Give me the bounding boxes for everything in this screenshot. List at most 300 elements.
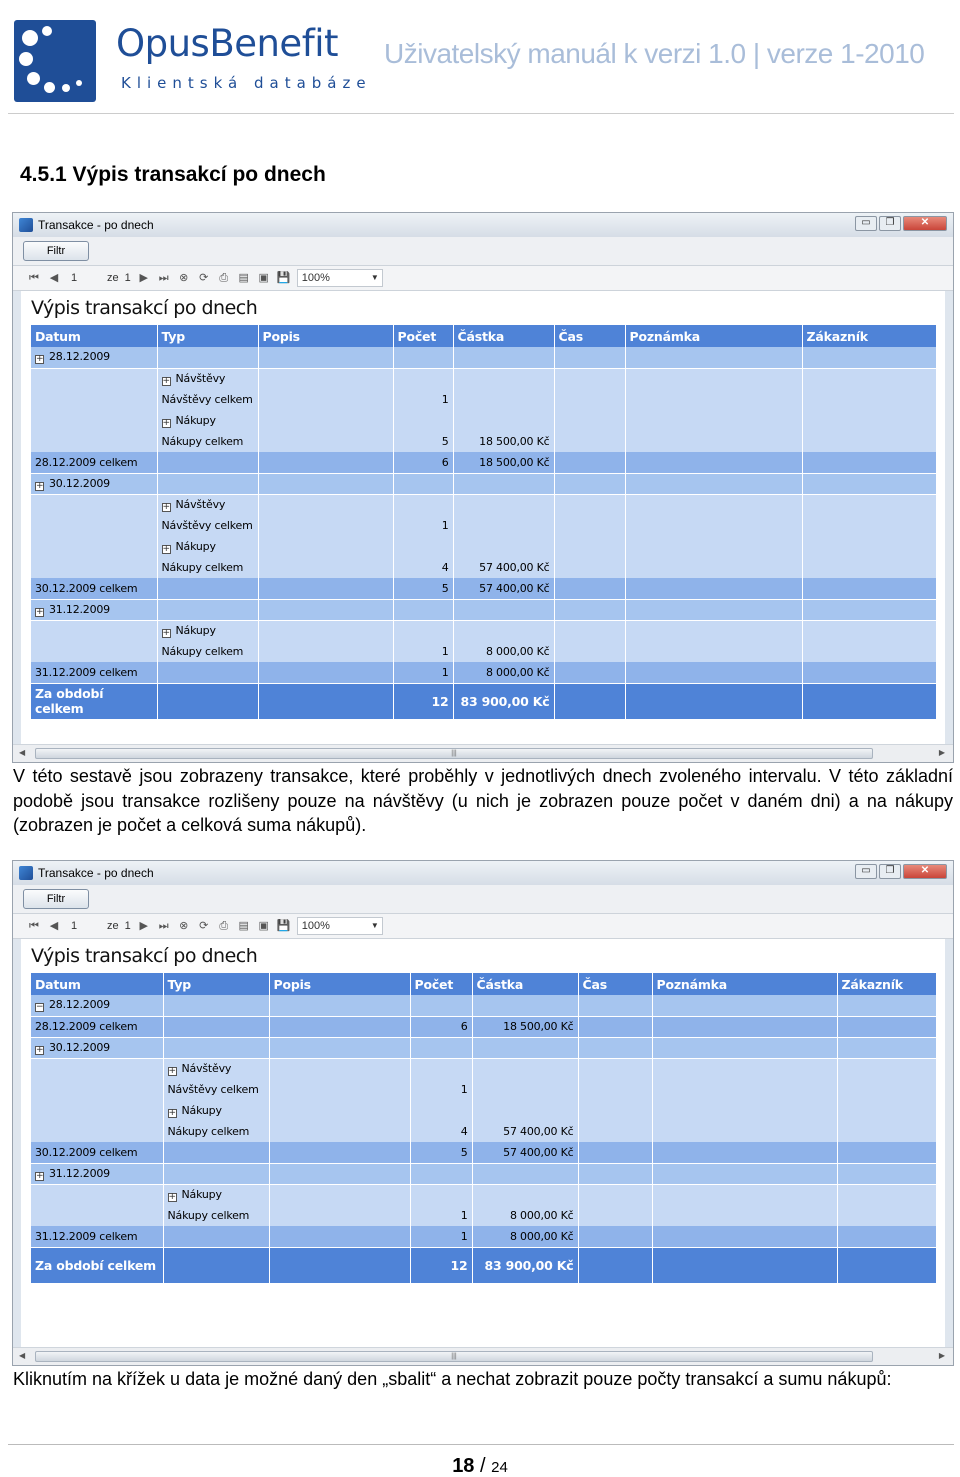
expand-icon[interactable]: + [162,375,170,386]
scroll-left-icon[interactable]: ◀ [19,1351,26,1360]
type-label: Návštěvy celkem [161,519,253,532]
day-total-label: 28.12.2009 celkem [35,1020,138,1033]
table-cell [269,1079,410,1100]
page-count: 1 [124,920,131,932]
table-cell [269,1058,410,1079]
table-row [31,347,937,368]
table-cell [163,1058,269,1079]
table-cell [269,995,410,1016]
table-cell [31,515,157,536]
table-cell [652,995,837,1016]
table-cell [802,410,937,431]
horizontal-scrollbar[interactable] [13,1347,953,1365]
table-cell [837,1184,937,1205]
table-cell [578,1247,652,1283]
table-cell [410,1247,472,1283]
table-cell [652,1058,837,1079]
count-value: 5 [460,1145,468,1159]
table-cell [453,494,554,515]
of-label: ze [107,272,119,284]
zoom-select[interactable]: 100% ▼ [297,917,383,935]
table-row [31,536,937,557]
table-cell [163,1163,269,1184]
column-header[interactable]: Popis [269,973,410,995]
table-row [31,557,937,578]
table-cell [393,494,453,515]
table-cell [258,473,393,494]
table-cell [625,368,802,389]
collapse-icon[interactable]: − [36,1002,44,1013]
table-cell [31,683,157,719]
table-cell [157,641,258,662]
table-cell [652,1037,837,1058]
table-cell [652,1247,837,1283]
column-header[interactable]: Čas [578,973,652,995]
amount-value: 83 900,00 Kč [484,1257,574,1273]
table-cell [410,1079,472,1100]
table-cell [837,1100,937,1121]
table-cell [652,1184,837,1205]
report-title: Výpis transakcí po dnech [31,945,258,967]
table-row [31,599,937,620]
amount-value: 8 000,00 Kč [509,1229,574,1243]
date-label: 31.12.2009 [49,602,110,616]
report-window-expanded [12,212,954,763]
table-cell [453,515,554,536]
table-cell [802,557,937,578]
table-cell [578,1205,652,1226]
table-cell [258,494,393,515]
table-cell [837,1205,937,1226]
filter-button[interactable]: Filtr [23,241,89,261]
export-icon[interactable]: 💾 [276,272,291,284]
table-cell [410,1037,472,1058]
table-cell [652,1163,837,1184]
table-cell [837,1079,937,1100]
amount-value: 8 000,00 Kč [509,1209,574,1222]
table-row [31,473,937,494]
table-cell [393,641,453,662]
table-cell [157,410,258,431]
table-cell [652,1016,837,1037]
table-cell [258,410,393,431]
expand-icon[interactable]: + [168,1065,176,1076]
table-cell [31,347,157,368]
table-cell [157,473,258,494]
next-page-icon[interactable]: ▶ [139,272,148,284]
table-row [31,1142,937,1163]
table-row [31,410,937,431]
table-cell [31,599,157,620]
column-header[interactable]: Poznámka [625,325,802,347]
table-cell [578,1079,652,1100]
type-label: Nákupy celkem [161,645,244,658]
table-cell [578,995,652,1016]
table-cell [625,410,802,431]
table-cell [157,620,258,641]
table-cell [625,578,802,599]
type-label: Návštěvy celkem [167,1083,259,1096]
table-row [31,662,937,683]
maximize-button[interactable]: ❐ [879,864,901,879]
table-cell [625,557,802,578]
print-layout-icon[interactable]: ▤ [238,272,249,284]
zoom-select[interactable]: 100% ▼ [297,269,383,287]
count-value: 1 [460,1209,468,1222]
table-row [31,620,937,641]
window-title: Transakce - po dnech [38,218,154,232]
table-cell [453,431,554,452]
table-cell [453,389,554,410]
count-value: 4 [441,561,449,574]
expand-icon[interactable]: + [36,480,44,491]
count-value: 1 [460,1083,468,1096]
table-cell [625,347,802,368]
table-cell [258,536,393,557]
table-cell [410,1142,472,1163]
date-label: 30.12.2009 [49,1040,110,1054]
table-cell [472,1037,578,1058]
table-row [31,1205,937,1226]
table-cell [802,620,937,641]
date-label: 28.12.2009 [49,998,110,1012]
column-header[interactable]: Typ [163,973,269,995]
table-cell [163,1121,269,1142]
table-cell [453,620,554,641]
table-cell [554,494,625,515]
scroll-thumb[interactable]: ||| [35,1351,873,1362]
column-header[interactable]: Poznámka [652,973,837,995]
minimize-button[interactable]: ▭ [855,216,877,231]
table-cell [258,389,393,410]
table-row [31,1226,937,1247]
table-cell [31,1163,163,1184]
table-cell [393,410,453,431]
table-cell [258,431,393,452]
minimize-button[interactable]: ▭ [855,864,877,879]
column-header[interactable]: Počet [410,973,472,995]
filter-button[interactable]: Filtr [23,889,89,909]
next-page-icon[interactable]: ▶ [139,920,148,932]
section-title: 4.5.1 Výpis transakcí po dnech [20,163,326,186]
table-cell [31,389,157,410]
table-cell [453,347,554,368]
table-cell [258,452,393,473]
table-cell [393,536,453,557]
table-cell [31,1121,163,1142]
table-cell [652,1142,837,1163]
type-label: Nákupy [175,623,216,637]
type-label: Nákupy [175,539,216,553]
table-cell [157,662,258,683]
table-cell [31,494,157,515]
last-page-icon[interactable]: ⏭ [158,272,169,284]
column-header[interactable]: Čas [554,325,625,347]
count-value: 1 [441,645,449,658]
table-cell [410,1016,472,1037]
table-cell [802,683,937,719]
amount-value: 18 500,00 Kč [479,435,550,448]
table-cell [31,1247,163,1283]
table-cell [837,1247,937,1283]
table-cell [625,515,802,536]
report-window-collapsed [12,860,954,1366]
expand-icon[interactable]: + [162,627,170,638]
table-cell [410,1058,472,1079]
table-cell [163,1226,269,1247]
table-cell [258,368,393,389]
table-row [31,389,937,410]
table-cell [393,368,453,389]
table-cell [554,389,625,410]
report-table [31,325,937,719]
print-icon[interactable]: ⎙ [219,920,229,932]
table-cell [157,452,258,473]
paragraph-description: V této sestavě jsou zobrazeny transakce, které proběhly v jednotlivých dnech zvoleného intervalu. V této základní podobě jsou transakce rozlišeny pouze na návštěvy (u nich je zobrazen pouze počet v daném dni) a na nákupy (zobrazen je počet a celková suma nákupů). [13,766,953,835]
grand-total-label: Za období celkem [35,1257,156,1273]
table-cell [31,410,157,431]
stop-icon[interactable]: ⊗ [179,920,189,932]
table-cell [802,452,937,473]
prev-page-icon[interactable]: ◀ [49,920,59,932]
scroll-right-icon[interactable]: ▶ [938,748,945,757]
column-header[interactable]: Popis [258,325,393,347]
table-cell [163,1247,269,1283]
first-page-icon[interactable]: ⏮ [29,272,39,284]
table-cell [269,1184,410,1205]
expand-icon[interactable]: + [162,543,170,554]
amount-value: 8 000,00 Kč [485,665,550,679]
page-header [0,0,960,116]
window-titlebar [13,213,953,237]
column-header[interactable]: Částka [453,325,554,347]
type-label: Nákupy celkem [161,435,244,448]
grand-total-label: Za období celkem [35,686,104,717]
count-value: 1 [441,665,449,679]
table-cell [393,389,453,410]
table-cell [472,1121,578,1142]
table-cell [453,557,554,578]
table-cell [393,620,453,641]
count-value: 1 [441,519,449,532]
prev-page-icon[interactable]: ◀ [49,272,59,284]
type-label: Nákupy [175,413,216,427]
close-button[interactable]: ✕ [903,216,947,231]
table-cell [625,431,802,452]
app-icon [19,218,33,232]
first-page-icon[interactable]: ⏮ [29,920,39,932]
table-cell [258,683,393,719]
amount-value: 8 000,00 Kč [485,645,550,658]
table-cell [31,1058,163,1079]
table-cell [410,1226,472,1247]
table-cell [410,1121,472,1142]
table-cell [652,1100,837,1121]
count-value: 12 [431,693,449,709]
table-cell [163,1142,269,1163]
column-header[interactable]: Částka [472,973,578,995]
expand-icon[interactable]: + [168,1107,176,1118]
table-cell [31,995,163,1016]
type-label: Návštěvy [175,371,226,385]
count-value: 12 [450,1257,468,1273]
table-cell [31,557,157,578]
report-toolbar [13,265,953,291]
table-cell [31,641,157,662]
table-cell [554,473,625,494]
table-cell [472,1079,578,1100]
table-cell [410,1205,472,1226]
stop-icon[interactable]: ⊗ [179,272,189,284]
scroll-right-icon[interactable]: ▶ [938,1351,945,1360]
table-cell [554,557,625,578]
type-label: Nákupy celkem [167,1125,250,1138]
total-pages: 24 [491,1459,508,1476]
report-area [21,291,945,744]
manual-title: Uživatelský manuál k verzi 1.0 | verze 1-2010 [384,38,925,69]
day-total-label: 31.12.2009 celkem [35,1229,138,1243]
table-cell [625,683,802,719]
table-cell [472,1058,578,1079]
export-icon[interactable]: 💾 [276,920,291,932]
table-cell [453,410,554,431]
page-input[interactable]: 1 [71,920,78,932]
table-cell [31,578,157,599]
column-header[interactable]: Datum [31,325,157,347]
table-cell [652,1121,837,1142]
expand-icon[interactable]: + [168,1191,176,1202]
horizontal-scrollbar[interactable] [13,744,953,762]
table-cell [554,452,625,473]
table-cell [410,1163,472,1184]
table-cell [578,1121,652,1142]
print-icon[interactable]: ⎙ [219,272,229,284]
scroll-thumb[interactable]: ||| [35,748,873,759]
page-setup-icon[interactable]: ▣ [258,272,269,284]
expand-icon[interactable]: + [36,1170,44,1181]
count-value: 4 [460,1125,468,1138]
day-total-label: 30.12.2009 celkem [35,581,138,595]
table-cell [837,1121,937,1142]
table-cell [472,1184,578,1205]
table-cell [258,347,393,368]
column-header[interactable]: Datum [31,973,163,995]
last-page-icon[interactable]: ⏭ [158,920,169,932]
table-cell [410,1184,472,1205]
table-cell [31,1016,163,1037]
table-cell [258,662,393,683]
paragraph-instruction: Kliknutím na křížek u data je možné daný den „sbalit“ a nechat zobrazit pouze počty transakcí a sumu nákupů: [13,1369,892,1389]
table-cell [269,1016,410,1037]
expand-icon[interactable]: + [162,501,170,512]
table-cell [163,1100,269,1121]
table-cell [453,641,554,662]
table-cell [393,515,453,536]
table-cell [31,1226,163,1247]
table-cell [652,1205,837,1226]
table-cell [554,347,625,368]
table-cell [453,599,554,620]
expand-icon[interactable]: + [162,417,170,428]
table-cell [393,431,453,452]
table-cell [554,599,625,620]
table-row [31,995,937,1016]
table-row [31,494,937,515]
table-cell [472,1247,578,1283]
table-cell [837,1037,937,1058]
table-cell [625,536,802,557]
page-setup-icon[interactable]: ▣ [258,920,269,932]
column-header[interactable]: Typ [157,325,258,347]
table-cell [258,578,393,599]
table-cell [157,494,258,515]
scroll-left-icon[interactable]: ◀ [19,748,26,757]
report-title: Výpis transakcí po dnech [31,297,258,319]
table-cell [31,1100,163,1121]
refresh-icon[interactable]: ⟳ [199,920,209,932]
column-header[interactable]: Zákazník [802,325,937,347]
table-row [31,578,937,599]
table-row [31,683,937,719]
close-button[interactable]: ✕ [903,864,947,879]
expand-icon[interactable]: + [36,1044,44,1055]
column-header[interactable]: Zákazník [837,973,937,995]
count-value: 5 [441,581,449,595]
expand-icon[interactable]: + [36,606,44,617]
table-cell [157,515,258,536]
table-cell [578,1184,652,1205]
table-cell [258,620,393,641]
table-cell [554,662,625,683]
table-cell [472,1163,578,1184]
table-cell [453,578,554,599]
table-cell [554,641,625,662]
table-row [31,431,937,452]
table-cell [163,1205,269,1226]
table-row [31,452,937,473]
report-toolbar [13,913,953,939]
table-cell [472,1100,578,1121]
app-icon [19,866,33,880]
amount-value: 57 400,00 Kč [503,1125,574,1138]
print-layout-icon[interactable]: ▤ [238,920,249,932]
table-cell [269,1100,410,1121]
table-cell [837,1058,937,1079]
table-cell [157,578,258,599]
type-label: Návštěvy [181,1061,232,1075]
table-cell [157,599,258,620]
table-cell [554,368,625,389]
table-cell [31,1079,163,1100]
refresh-icon[interactable]: ⟳ [199,272,209,284]
table-cell [472,1226,578,1247]
column-header[interactable]: Počet [393,325,453,347]
maximize-button[interactable]: ❐ [879,216,901,231]
report-table [31,973,937,1283]
table-row [31,1058,937,1079]
report-area [21,939,945,1347]
page-number [0,1455,960,1477]
table-row [31,515,937,536]
expand-icon[interactable]: + [36,354,44,365]
type-label: Návštěvy celkem [161,393,253,406]
table-cell [258,641,393,662]
table-cell [269,1226,410,1247]
amount-value: 18 500,00 Kč [503,1020,574,1033]
page-input[interactable]: 1 [71,272,78,284]
table-cell [393,557,453,578]
type-label: Nákupy celkem [167,1209,250,1222]
